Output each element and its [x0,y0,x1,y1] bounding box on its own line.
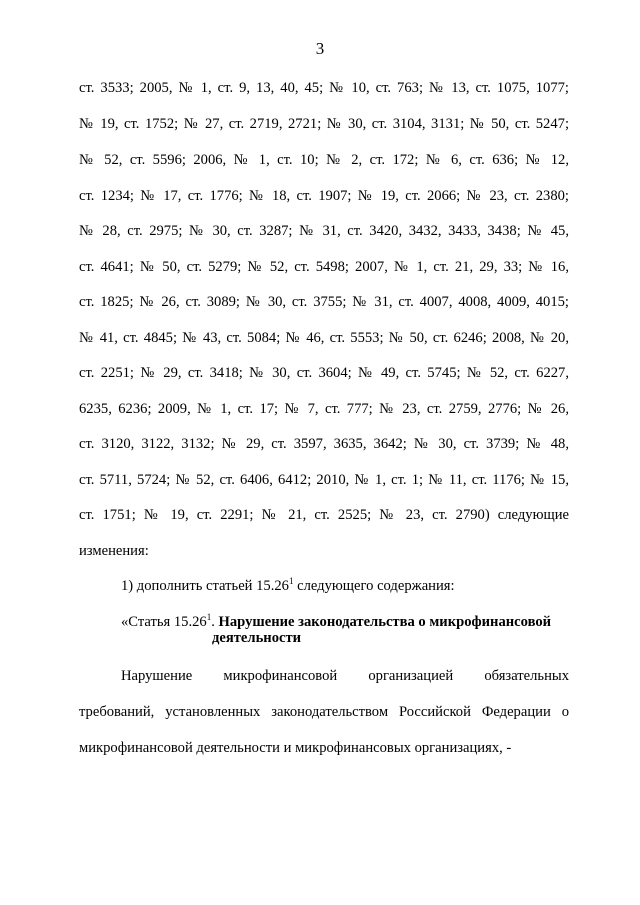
citation-line: ст. 4641; № 50, ст. 5279; № 52, ст. 5498; 2007, № 1, ст. 21, 29, 33; № 16, [79,259,569,275]
citation-line: № 41, ст. 4845; № 43, ст. 5084; № 46, ст. 5553; № 50, ст. 6246; 2008, № 20, [79,330,569,346]
citation-line: 6235, 6236; 2009, № 1, ст. 17; № 7, ст. 777; № 23, ст. 2759, 2776; № 26, [79,401,569,417]
citation-line: ст. 3120, 3122, 3132; № 29, ст. 3597, 3635, 3642; № 30, ст. 3739; № 48, [79,436,569,452]
citation-line: ст. 5711, 5724; № 52, ст. 6406, 6412; 2010, № 1, ст. 1; № 11, ст. 1176; № 15, [79,472,569,488]
article-dot: . [211,614,219,630]
citation-line: ст. 2251; № 29, ст. 3418; № 30, ст. 3604; № 49, ст. 5745; № 52, ст. 6227, [79,365,569,381]
amendment-item-suffix: следующего содержания: [293,578,455,594]
citation-line: № 28, ст. 2975; № 30, ст. 3287; № 31, ст. 3420, 3432, 3433, 3438; № 45, [79,223,569,239]
amendment-item-text: 1) дополнить статьей 15.26 [121,578,289,594]
citation-line: ст. 3533; 2005, № 1, ст. 9, 13, 40, 45; № 10, ст. 763; № 13, ст. 1075, 1077; [79,80,569,96]
citation-line: № 19, ст. 1752; № 27, ст. 2719, 2721; № 30, ст. 3104, 3131; № 50, ст. 5247; [79,116,569,132]
article-title: Нарушение законодательства о микрофинансовой [218,614,552,630]
citation-line: ст. 1234; № 17, ст. 1776; № 18, ст. 1907; № 19, ст. 2066; № 23, ст. 2380; [79,188,569,204]
citation-line: ст. 1825; № 26, ст. 3089; № 30, ст. 3755; № 31, ст. 4007, 4008, 4009, 4015; [79,294,569,310]
amendment-item [121,576,455,596]
article-heading [121,612,551,632]
amendment-item-superscript: 1 [288,576,294,586]
page-number: 3 [315,39,325,58]
article-title-continuation: деятельности [212,630,302,646]
article-label: «Статья 15.26 [121,614,207,630]
article-body-line: Нарушение микрофинансовой организацией обязательных [121,668,569,684]
changes-line: изменения: [79,543,149,559]
citation-line: № 52, ст. 5596; 2006, № 1, ст. 10; № 2, ст. 172; № 6, ст. 636; № 12, [79,152,569,168]
article-body-line: требований, установленных законодательством Российской Федерации о [79,704,569,720]
citation-line: ст. 1751; № 19, ст. 2291; № 21, ст. 2525; № 23, ст. 2790) следующие [79,507,569,523]
article-body-line: микрофинансовой деятельности и микрофинансовых организациях, - [79,740,512,756]
article-superscript: 1 [206,612,212,622]
